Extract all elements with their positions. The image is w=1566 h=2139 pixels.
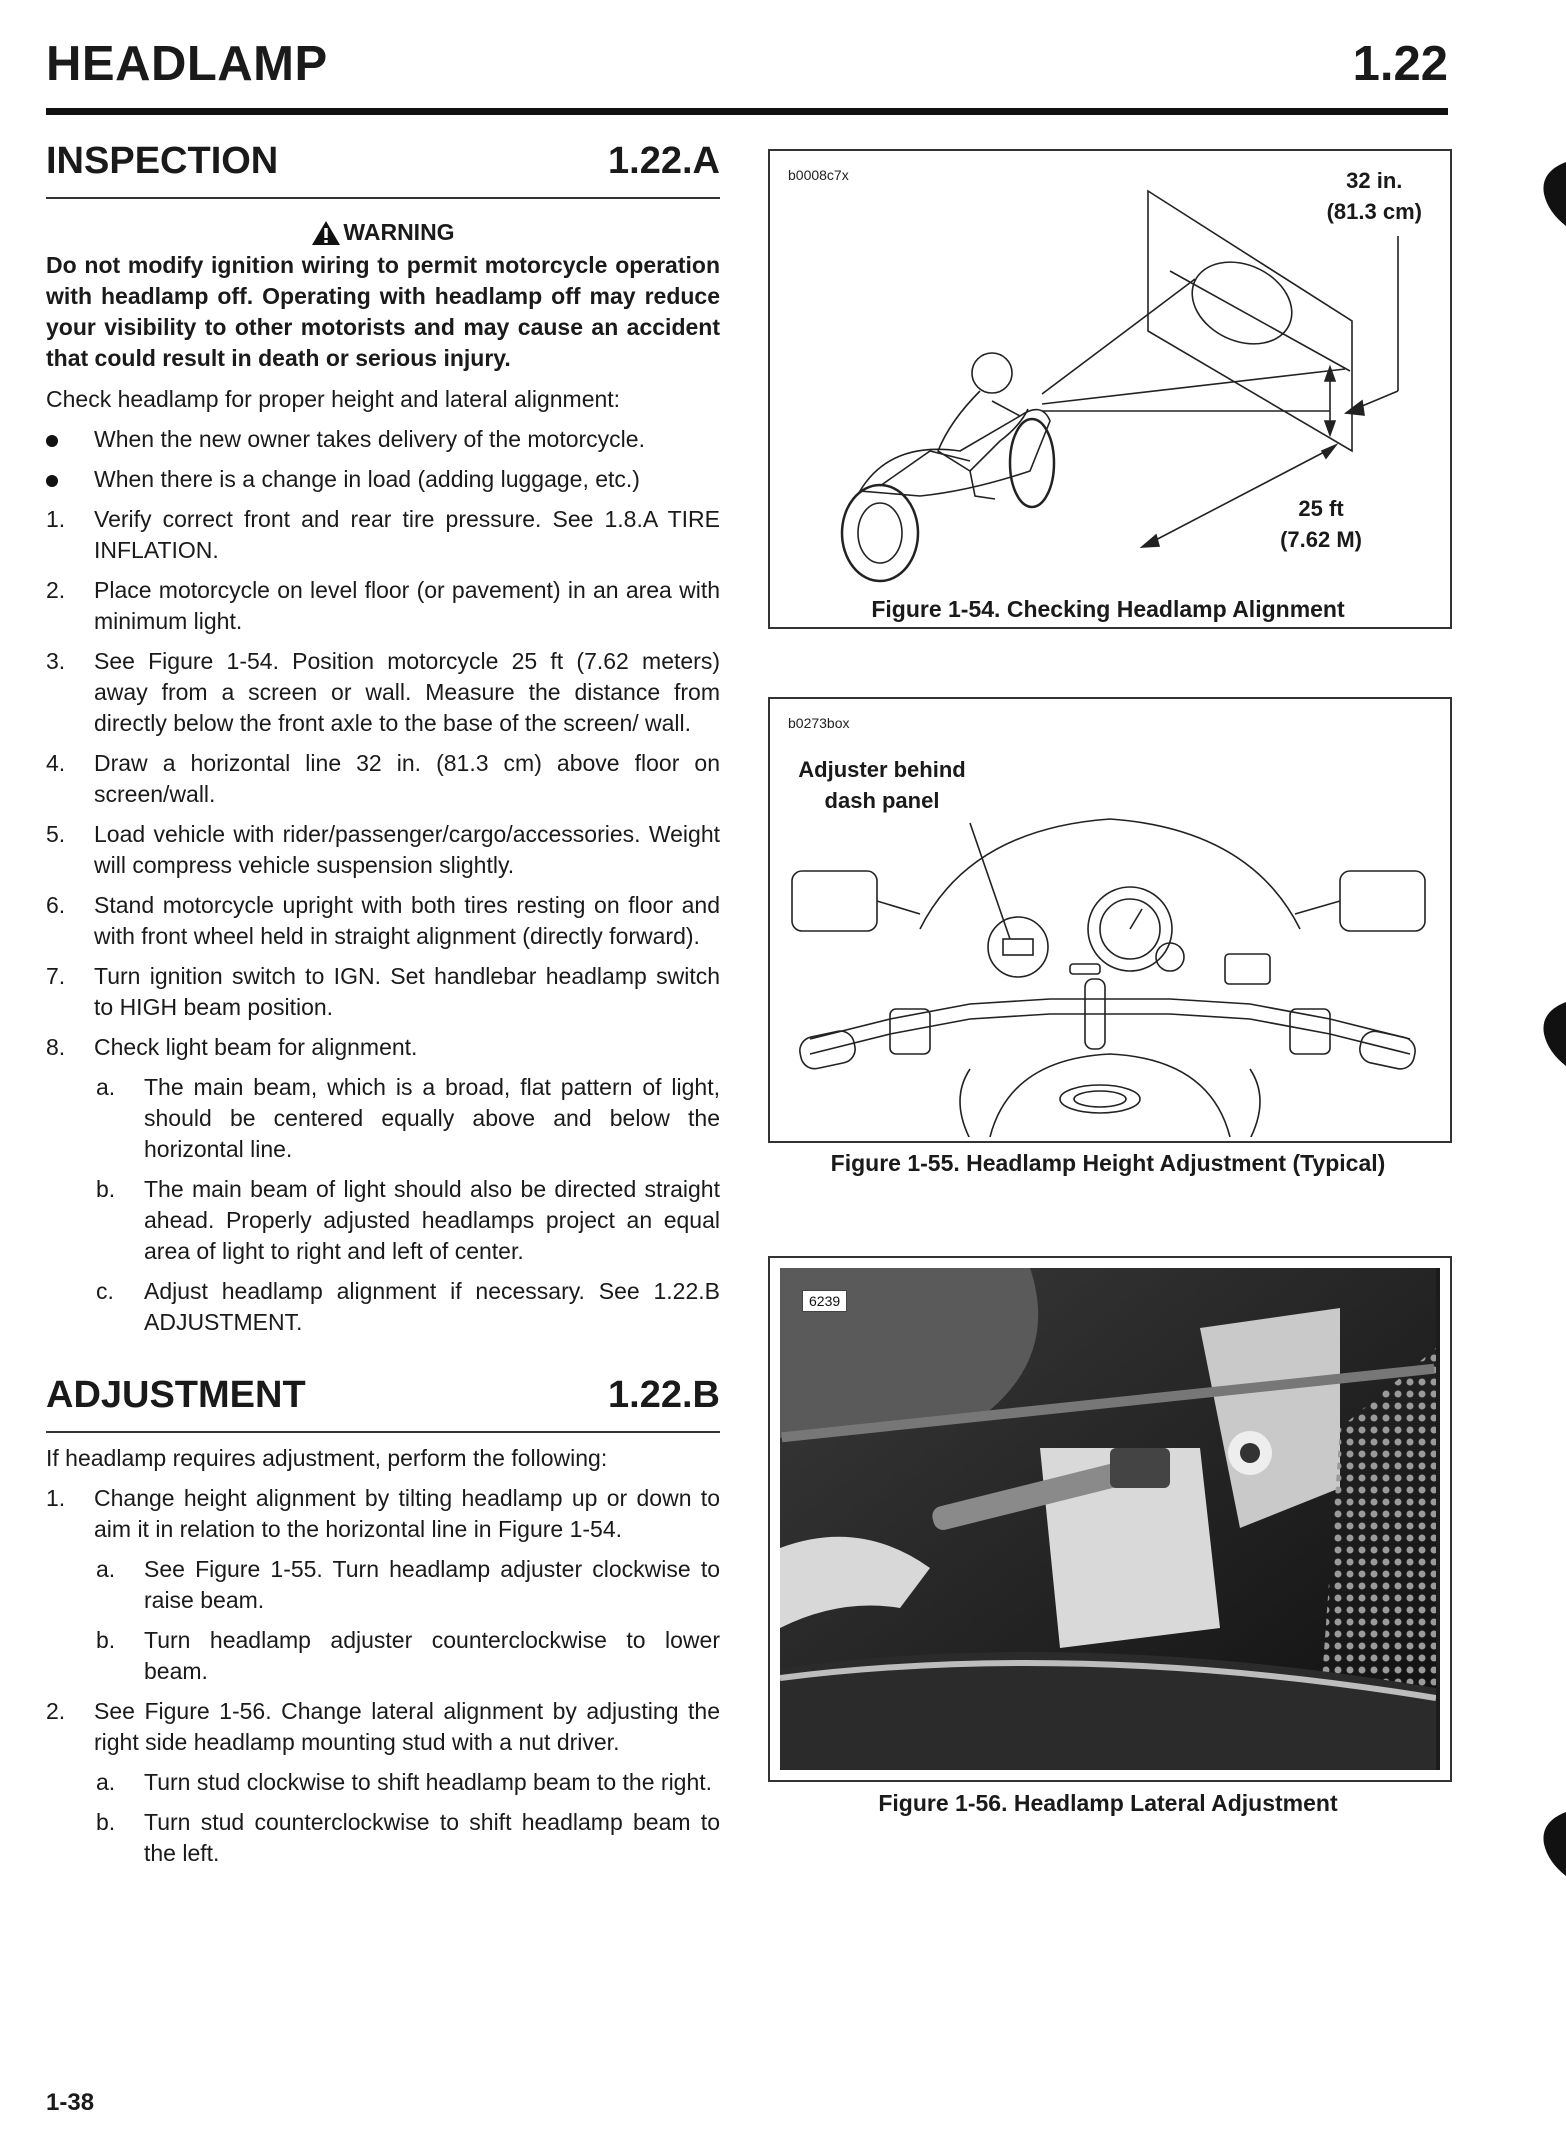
warning-triangle-icon bbox=[311, 220, 341, 246]
inspection-heading bbox=[46, 130, 720, 199]
height-label-metric: (81.3 cm) bbox=[1326, 199, 1422, 224]
substep-item: c. Adjust headlamp alignment if necessary. See 1.22.B ADJUSTMENT. bbox=[96, 1278, 720, 1335]
left-column bbox=[46, 130, 720, 1869]
substep-item: a. The main beam, which is a broad, flat pattern of light, should be centered equally above and below the horizontal line. bbox=[96, 1074, 720, 1162]
adjustment-intro: If headlamp requires adjustment, perform the following: bbox=[46, 1445, 608, 1471]
list-item: When the new owner takes delivery of the motorcycle. bbox=[46, 424, 720, 455]
step-item: 6. Stand motorcycle upright with both tires resting on floor and with front wheel held in straight alignment (directly forward). bbox=[46, 892, 720, 949]
step-item: 3. See Figure 1-54. Position motorcycle 25 ft (7.62 meters) away from a screen or wall. Measure the distance from directly below the front axle to the base of the screen/ wall. bbox=[46, 648, 720, 736]
substep-item: a. See Figure 1-55. Turn headlamp adjuster clockwise to raise beam. bbox=[96, 1556, 720, 1613]
inspection-title: INSPECTION bbox=[46, 140, 279, 182]
figure-1-54 bbox=[768, 149, 1452, 629]
binder-tab-icon bbox=[1540, 1002, 1566, 1066]
distance-label-metric: (7.62 M) bbox=[1280, 527, 1362, 552]
bullet-icon bbox=[46, 475, 58, 487]
step-item: 7. Turn ignition switch to IGN. Set handlebar headlamp switch to HIGH beam position. bbox=[46, 963, 720, 1020]
warning-title: WARNING bbox=[343, 219, 455, 245]
step-item: 2. See Figure 1-56. Change lateral alignment by adjusting the right side headlamp mounting stud with a nut driver. bbox=[46, 1698, 720, 1755]
substep-item: b. The main beam of light should also be directed straight ahead. Properly adjusted headlamps project an equal area of light to right and left of center. bbox=[96, 1176, 720, 1264]
figure-1-56-caption: Figure 1-56. Headlamp Lateral Adjustment bbox=[878, 1790, 1338, 1816]
figure-id: b0273box bbox=[788, 715, 850, 731]
substep-item: a. Turn stud clockwise to shift headlamp beam to the right. bbox=[96, 1769, 713, 1795]
substep-item: b. Turn stud counterclockwise to shift headlamp beam to the left. bbox=[96, 1809, 720, 1866]
adjustment-title: ADJUSTMENT bbox=[46, 1374, 306, 1416]
list-item: When there is a change in load (adding luggage, etc.) bbox=[46, 464, 720, 495]
step-item: 2. Place motorcycle on level floor (or pavement) in an area with minimum light. bbox=[46, 577, 720, 634]
step-item: 1. Verify correct front and rear tire pressure. See 1.8.A TIRE INFLATION. bbox=[46, 506, 720, 563]
figure-id: 6239 bbox=[802, 1290, 847, 1312]
warning-text: Do not modify ignition wiring to permit motorcycle operation with headlamp off. Operating with headlamp off may reduce your visibility to other motorists and may cause an accident that could result in death or serious injury. bbox=[46, 252, 720, 371]
step-item: 8. Check light beam for alignment. bbox=[46, 1034, 418, 1060]
step-item: 5. Load vehicle with rider/passenger/cargo/accessories. Weight will compress vehicle suspension slightly. bbox=[46, 821, 720, 878]
page-number: 1-38 bbox=[46, 2089, 95, 2116]
adjuster-label: Adjuster behind bbox=[798, 757, 966, 782]
inspection-number: 1.22.A bbox=[608, 140, 720, 182]
inspection-intro: Check headlamp for proper height and lateral alignment: bbox=[46, 386, 621, 412]
binder-tab-icon bbox=[1540, 1812, 1566, 1876]
adjustment-number: 1.22.B bbox=[608, 1374, 720, 1416]
figure-1-55 bbox=[768, 697, 1452, 1143]
headlamp-photo bbox=[780, 1268, 1440, 1770]
height-label: 32 in. bbox=[1346, 168, 1403, 193]
step-item: 4. Draw a horizontal line 32 in. (81.3 cm) above floor on screen/wall. bbox=[46, 750, 720, 807]
photo-illustration bbox=[780, 1268, 1436, 1770]
warning-block bbox=[46, 217, 720, 374]
figure-1-56 bbox=[768, 1256, 1452, 1782]
adjustment-heading bbox=[46, 1364, 720, 1433]
adjuster-label-2: dash panel bbox=[824, 788, 940, 813]
binder-tab-icon bbox=[1540, 162, 1566, 226]
bullet-icon bbox=[46, 435, 58, 447]
substep-item: b. Turn headlamp adjuster counterclockwise to lower beam. bbox=[96, 1627, 720, 1684]
distance-label: 25 ft bbox=[1298, 496, 1344, 521]
handlebar-dash-diagram bbox=[770, 699, 1446, 1137]
figure-1-54-caption: Figure 1-54. Checking Headlamp Alignment bbox=[871, 596, 1345, 622]
page-title: HEADLAMP bbox=[46, 37, 328, 91]
figure-id: b0008c7x bbox=[788, 167, 849, 183]
figure-1-55-caption: Figure 1-55. Headlamp Height Adjustment (Typical) bbox=[830, 1150, 1386, 1176]
header-rule bbox=[46, 108, 1448, 115]
section-number: 1.22 bbox=[1352, 37, 1448, 91]
step-item: 1. Change height alignment by tilting headlamp up or down to aim it in relation to the horizontal line in Figure 1-54. bbox=[46, 1485, 720, 1542]
